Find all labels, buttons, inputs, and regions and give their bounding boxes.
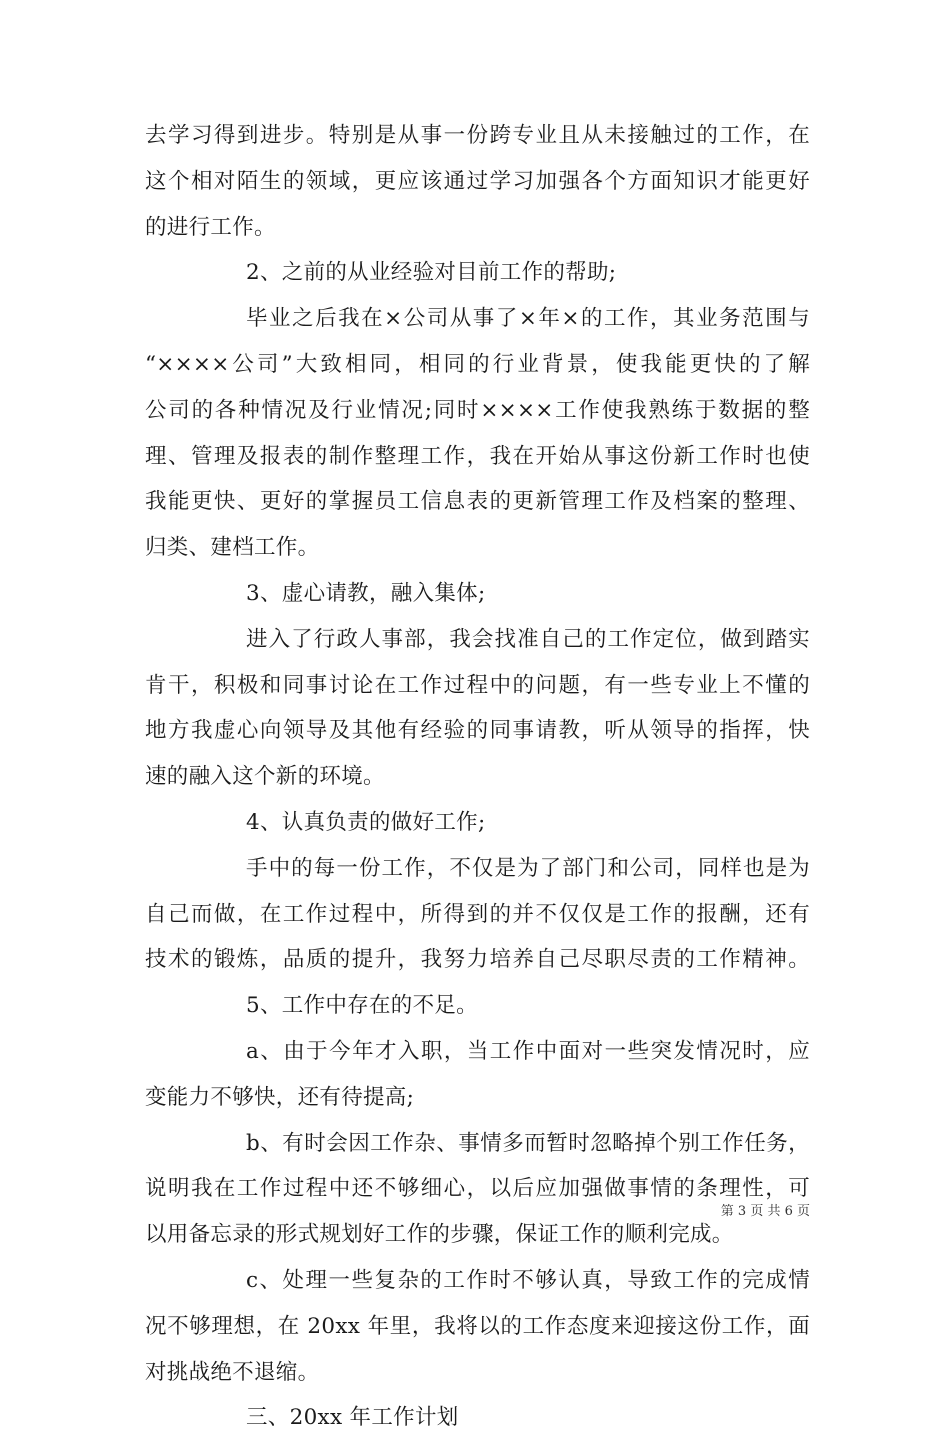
text-line: 2、之前的从业经验对目前工作的帮助; [246,260,617,286]
text-line: 归类、建档工作。 [145,535,320,561]
text-line: 速的融入这个新的环境。 [145,764,385,790]
text-line: 以用备忘录的形式规划好工作的步骤，保证工作的顺利完成。 [145,1222,734,1248]
text-line: 5、工作中存在的不足。 [246,993,478,1019]
text-line: 这个相对陌生的领域，更应该通过学习加强各个方面知识才能更好 [145,168,810,194]
text-line: a、由于今年才入职，当工作中面对一些突发情况时，应 [246,1038,810,1064]
text-line: 况不够理想，在 20xx 年里，我将以的工作态度来迎接这份工作，面 [145,1313,810,1339]
text-line: 三、20xx 年工作计划 [246,1405,459,1431]
text-line: 我能更快、更好的掌握员工信息表的更新管理工作及档案的整理、 [145,489,810,515]
text-line: 自己而做，在工作过程中，所得到的并不仅仅是工作的报酬，还有 [145,901,810,927]
text-line: b、有时会因工作杂、事情多而暂时忽略掉个别工作任务， [246,1130,810,1156]
text-line: 说明我在工作过程中还不够细心，以后应加强做事情的条理性，可 [145,1176,810,1202]
text-line: 的进行工作。 [145,214,276,240]
text-line: 毕业之后我在×公司从事了×年×的工作，其业务范围与 [246,306,810,332]
text-line: 对挑战绝不退缩。 [145,1359,320,1385]
text-line: 4、认真负责的做好工作; [246,809,486,835]
page-number-footer: 第 3 页 共 6 页 [720,1204,810,1219]
text-line: 进入了行政人事部，我会找准自己的工作定位，做到踏实 [246,626,810,652]
text-line: “××××公司”大致相同，相同的行业背景，使我能更快的了解 [145,351,810,377]
text-line: 理、管理及报表的制作整理工作，我在开始从事这份新工作时也使 [145,443,810,469]
text-line: 手中的每一份工作，不仅是为了部门和公司，同样也是为 [246,855,810,881]
text-line: 公司的各种情况及行业情况;同时××××工作使我熟练于数据的整 [145,397,810,423]
document-body [145,113,810,1441]
text-line: 变能力不够快，还有待提高; [145,1084,415,1110]
text-line: 3、虚心请教，融入集体; [246,580,486,606]
text-line: 去学习得到进步。特别是从事一份跨专业且从未接触过的工作，在 [145,123,810,148]
text-line: 肯干，积极和同事讨论在工作过程中的问题，有一些专业上不懂的 [145,672,810,698]
text-line: c、处理一些复杂的工作时不够认真，导致工作的完成情 [246,1267,810,1293]
text-line: 技术的锻炼，品质的提升，我努力培养自己尽职尽责的工作精神。 [145,947,810,973]
text-line: 地方我虚心向领导及其他有经验的同事请教，听从领导的指挥，快 [145,718,810,744]
